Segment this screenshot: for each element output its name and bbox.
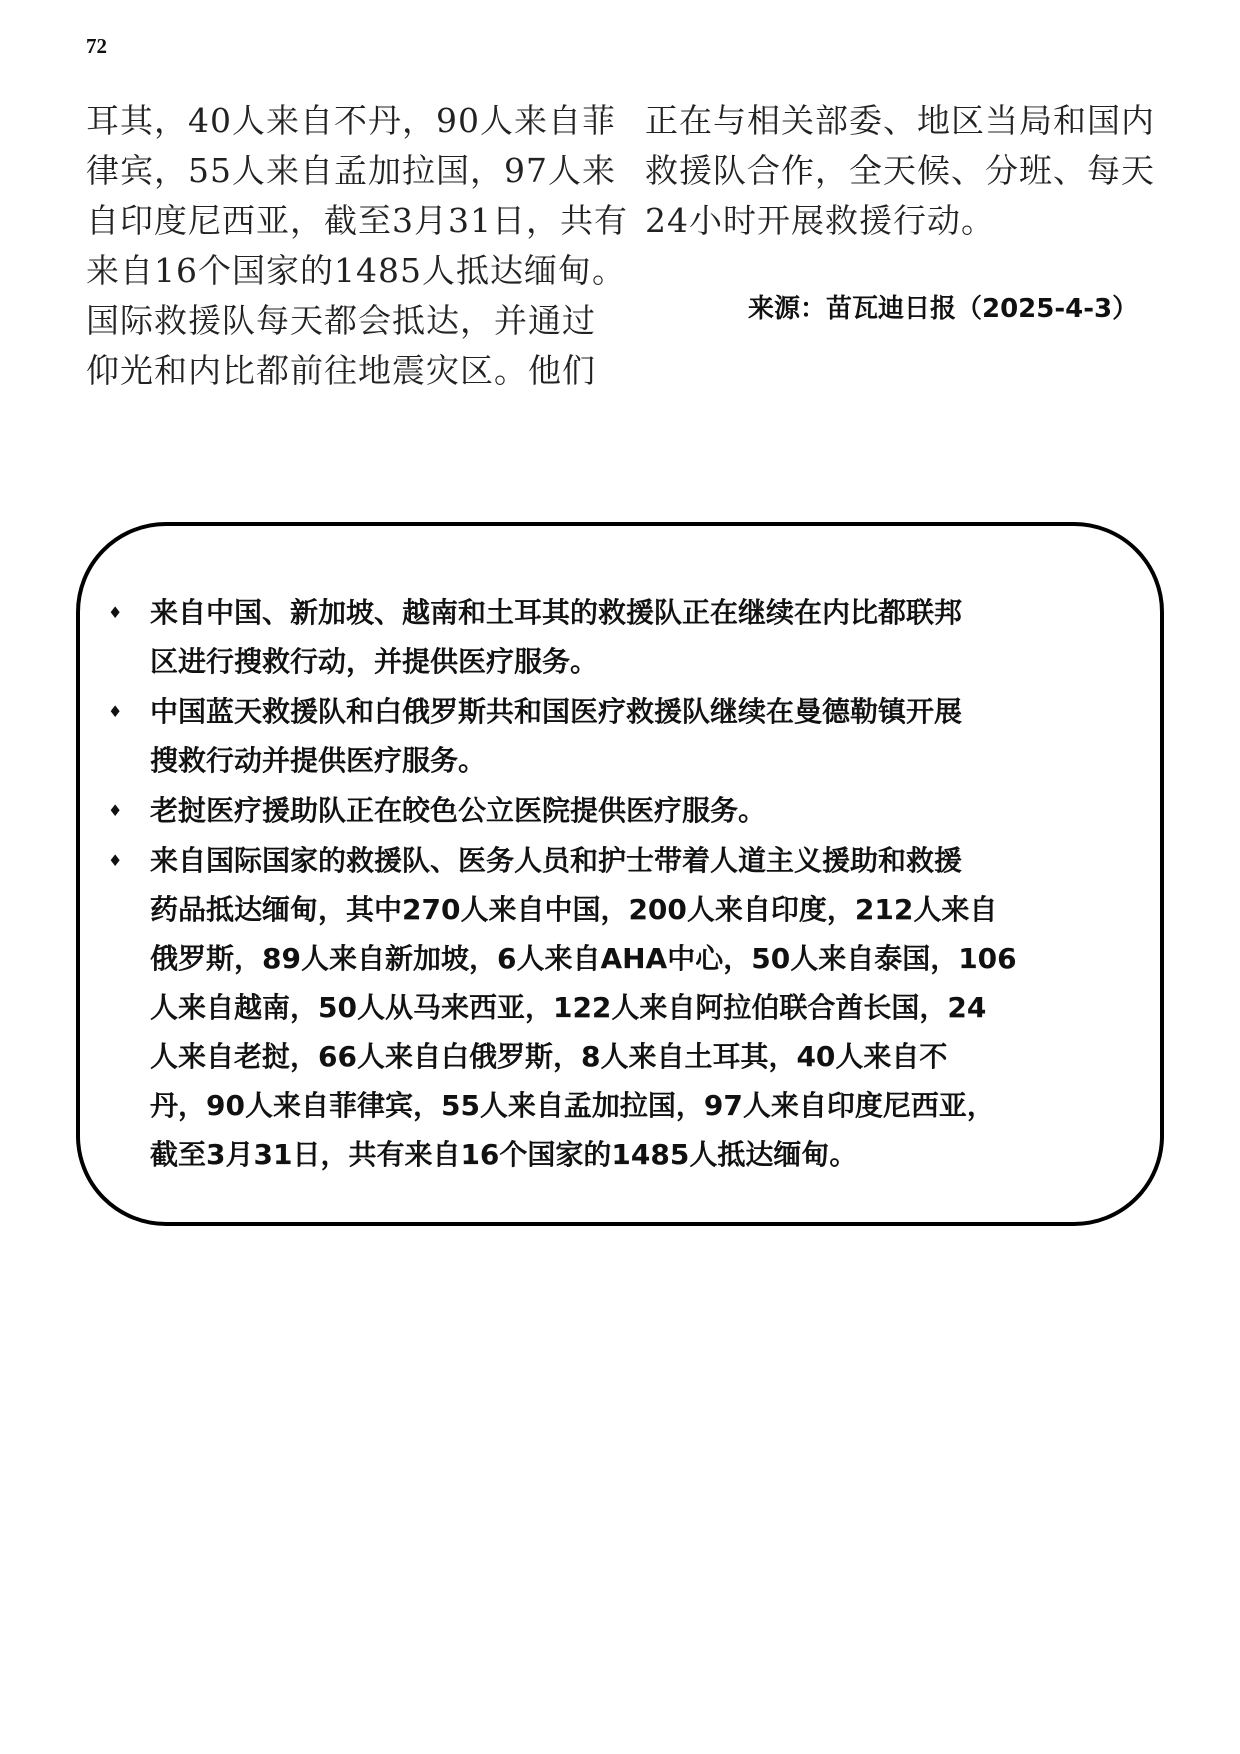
bullet-line: 搜救行动并提供医疗服务。: [150, 744, 487, 777]
text-line: 仰光和内比都前往地震灾区。他们: [86, 351, 596, 390]
bullet-line: 人来自越南，50人从马来西亚，122人来自阿拉伯联合酋长国，24: [150, 991, 987, 1024]
bullet-line: 人来自老挝，66人来自白俄罗斯，8人来自土耳其，40人来自不: [150, 1040, 948, 1073]
text-line: 来自16个国家的1485人抵达缅甸。: [86, 251, 626, 290]
bullet-line: 来自中国、新加坡、越南和土耳其的救援队正在继续在内比都联邦: [150, 596, 963, 629]
bullet-item: [104, 687, 1144, 785]
bullet-line: 老挝医疗援助队正在皎色公立医院提供医疗服务。: [150, 794, 767, 827]
diamond-bullet-icon: ♦: [108, 851, 123, 870]
text-line: 耳其，40人来自不丹，90人来自菲: [86, 101, 616, 140]
bullet-line: 来自国际国家的救援队、医务人员和护士带着人道主义援助和救援: [150, 844, 963, 877]
left-column-text: [86, 96, 628, 396]
bullet-line: 丹，90人来自菲律宾，55人来自孟加拉国，97人来自印度尼西亚，: [150, 1089, 995, 1122]
bullet-item: [104, 836, 1144, 1179]
text-line: 24小时开展救援行动。: [645, 201, 995, 240]
bullet-item: [104, 588, 1144, 686]
page-number: 72: [86, 34, 107, 58]
bullet-line: 俄罗斯，89人来自新加坡，6人来自AHA中心，50人来自泰国，106: [150, 942, 1017, 975]
right-column-text: [645, 96, 1165, 246]
text-line: 国际救援队每天都会抵达，并通过: [86, 301, 596, 340]
source-citation: 来源：苗瓦迪日报（2025-4-3）: [748, 294, 1139, 324]
bullet-line: 区进行搜救行动，并提供医疗服务。: [150, 645, 599, 678]
bullet-line: 药品抵达缅甸，其中270人来自中国，200人来自印度，212人来自: [150, 893, 998, 926]
bullet-line: 中国蓝天救援队和白俄罗斯共和国医疗救援队继续在曼德勒镇开展: [150, 695, 963, 728]
bullet-line: 截至3月31日，共有来自16个国家的1485人抵达缅甸。: [150, 1138, 858, 1171]
diamond-bullet-icon: ♦: [108, 702, 123, 721]
diamond-bullet-icon: ♦: [108, 801, 123, 820]
diamond-bullet-icon: ♦: [108, 603, 123, 622]
text-line: 自印度尼西亚，截至3月31日，共有: [86, 201, 628, 240]
text-line: 律宾，55人来自孟加拉国，97人来: [86, 151, 616, 190]
text-line: 正在与相关部委、地区当局和国内: [645, 101, 1155, 140]
highlight-bullet-list: [104, 588, 1144, 1180]
text-line: 救援队合作，全天候、分班、每天: [645, 151, 1155, 190]
bullet-item: [104, 786, 1144, 835]
